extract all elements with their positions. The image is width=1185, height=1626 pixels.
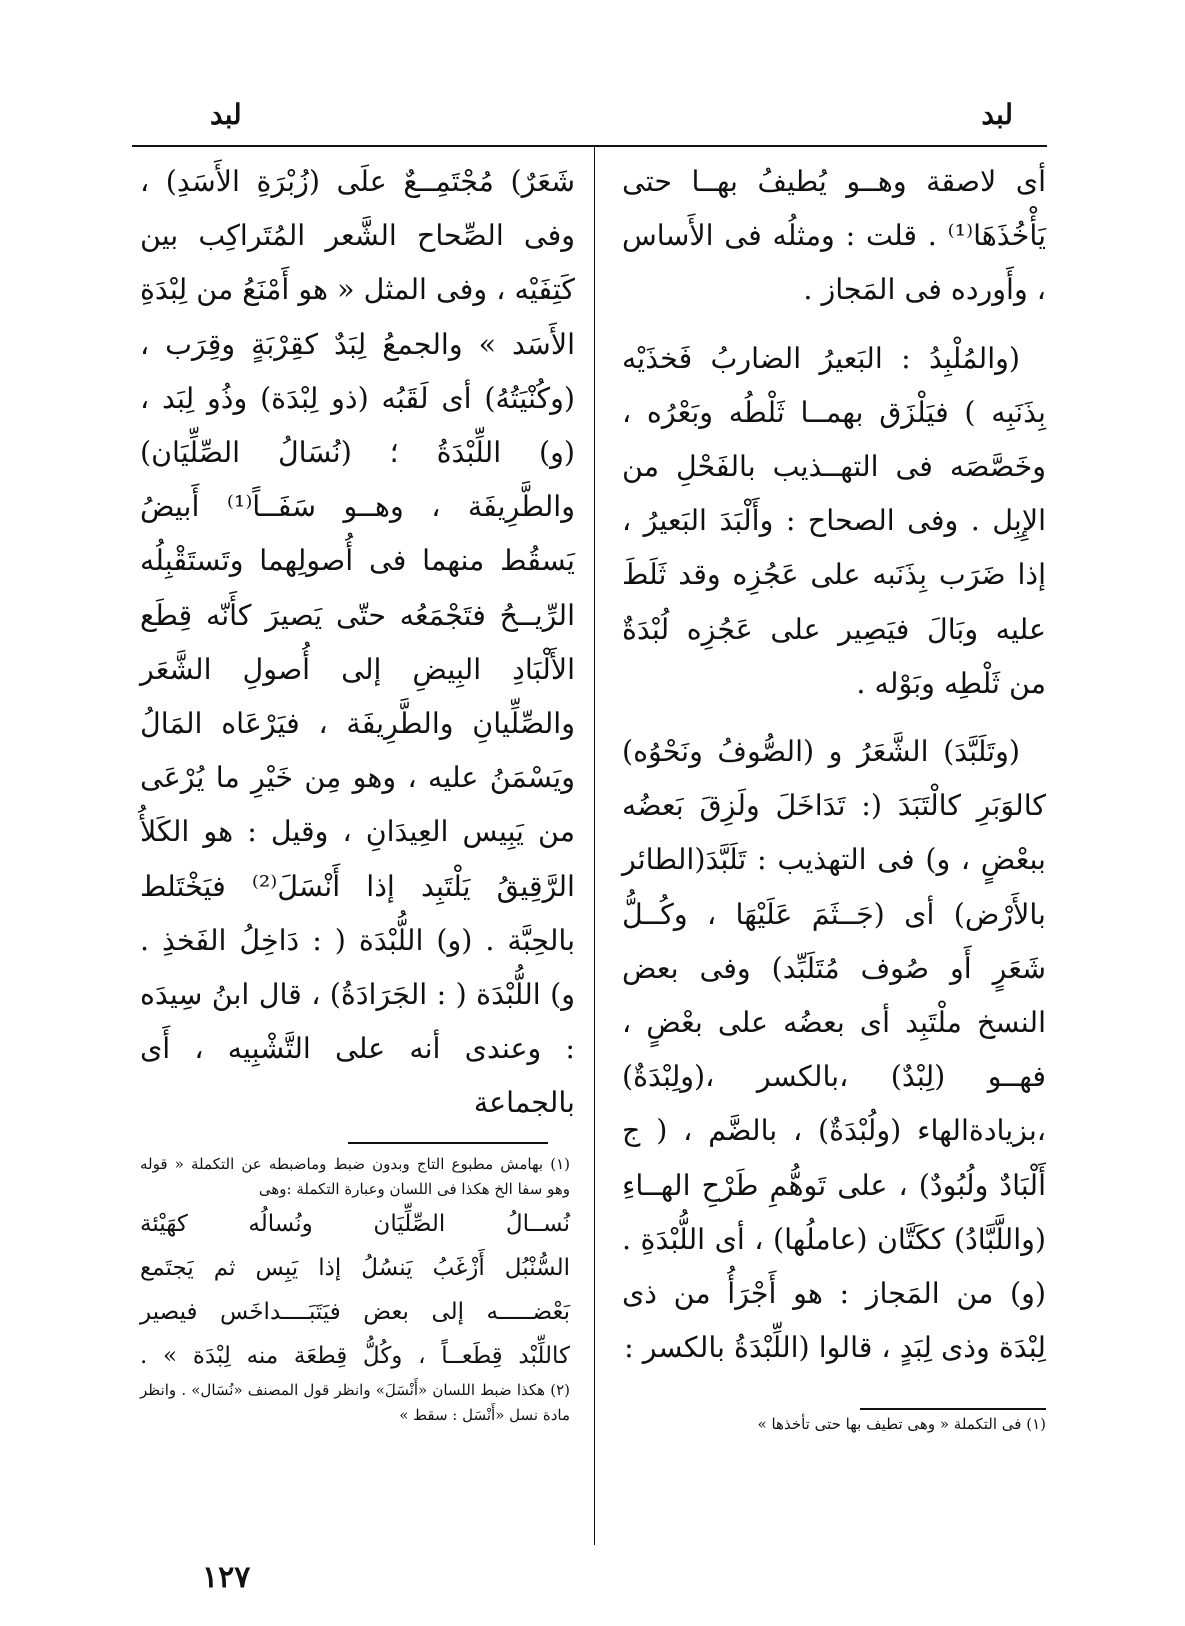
running-head-left: لبد [210,98,242,131]
footnote: (١) فى التكملة « وهى تطيف بها حتى تأخذها » [757,1415,1046,1433]
left-text-column [140,155,575,1131]
quote-line: بَعْضـــــه إلى بعض فيَتَبَــــداخَس فيصير [140,1299,570,1325]
footnotes-left [140,1152,570,1428]
paragraph: (والمُلْبِدُ : البَعيرُ الضاربُ فَخذَيْه بِذَنَبِه ) فيَلْزَق بهمــا ثَلْطُه وبَعْرُه ، وخَصَّصَه فى التهــذيب بالفَحْلِ من الإِبِل . وفى الصحاح : وأَلْبَدَ البَعيرُ ، إذا ضَرَب بِذَنَبه على عَجُزِه وقد ثَلَطَ عليه وبَالَ فيَصِير على عَجُزِه لُبْدَةٌ من ثَلْطِه وبَوْله . [622,341,1046,700]
header-rule [132,145,1047,147]
paragraph: أى لاصقة وهــو يُطيفُ بهــا حتى يَأْخُذَهَا⁽¹⁾ . قلت : ومثلُه فى الأَساس ، وأَورده فى المَجاز . [622,165,1046,307]
footnote-rule [860,1408,1046,1410]
running-head-right: لبد [981,98,1013,131]
footnote: (١) بهامش مطبوع التاج وبدون ضبط وماضبطه عن التكملة « قوله وهو سفا الخ هكذا فى اللسان وعبارة التكملة :وهى [140,1155,570,1198]
footnotes-right [622,1412,1046,1437]
right-text-column [622,155,1046,1375]
paragraph: شَعَرٌ) مُجْتَمِــعٌ علَى (زُبْرَةِ الأَسَدِ) ، وفى الصِّحاح الشَّعر المُتَراكِب بين كَتِفَيْه ، وفى المثل « هو أَمْنَعُ من لِبْدَةِ الأَسَد » والجمعُ لِبَدٌ كقِرْبَةٍ وقِرَب ، (وكُنْيَتُهُ) أى لَقَبُه (ذو لِبْدَة) وذُو لِبَد ، (و) اللِّبْدَةُ ؛ (نُسَالُ الصِّلِّيَان) والطَّرِيفَة ، وهــو سَفَــاً⁽¹⁾ أَبيضُ يَسقُط منهما فى أُصولِهما وتَستَقْبِلُه الرِّيــحُ فتَجْمَعُه حتّى يَصيرَ كأَنّه قِطَع الأَلْبَادِ البِيضِ إلى أُصولِ الشَّعَر والصِّلِّيانِ والطَّرِيفَة ، فيَرْعَاه المَالُ ويَسْمَنُ عليه ، وهو مِن خَيْرِ ما يُرْعَى من يَبِيس العِيدَانِ ، وقيل : هو الكَلأُ الرَّقِيقُ يَلْتَبِد إذا أَنْسَلَ⁽²⁾ فيَخْتَلط بالحِبَّة . (و) اللُّبْدَة ( : دَاخِلُ الفَخذِ . و) اللُّبْدَة ( : الجَرَادَةُ) ، قال ابنُ سِيدَه : وعندى أنه على التَّشْبِيه ، أَى بالجماعة [140,165,575,1120]
column-divider [594,147,595,1545]
footnote: (٢) هكذا ضبط اللسان «أَنْسَلَ» وانظر قول المصنف «نُسَال» . وانظر مادة نسل «أَنْسَل : سقط » [140,1381,570,1424]
quote-line: السُّنْبُل أَزْغَبُ يَنسُلُ إذا يَبِس ثم يَجتَمع [140,1255,570,1281]
paragraph: (وتَلَبَّدَ) الشَّعَرُ و (الصُّوفُ ونَحْوُه) كالوَبَرِ كالْتَبَدَ (: تَدَاخَلَ ولَزِقَ بَعضُه ببعْضٍ ، و) فى التهذيب : تَلَبَّدَ(الطائر بالأَرْض) أى (جَــثَمَ عَلَيْهَا ، وكُــلُّ شَعَرٍ أَو صُوف مُتَلَبِّد) وفى بعض النسخ ملْتَبِد أى بعضُه على بعْضٍ ، فهــو (لِبْدٌ) ،بالكسر ،(ولِبْدَةٌ) ،بزيادةالهاء (ولُبْدَةٌ) ، بالضَّم ، ( ج أَلْبَادٌ ولُبُودٌ) ، على تَوهُّمِ طَرْحِ الهــاءِ (واللَّبَّادُ) ككَتَّان (عاملُها) ، أى اللُّبْدَةِ . (و) من المَجاز : هو أَجْرَأُ من ذى لِبْدَة وذى لِبَدٍ ، قالوا (اللِّبْدَةُ بالكسر : [622,735,1046,1365]
page-number: ١٢٧ [202,1560,251,1595]
footnote-rule [348,1142,548,1144]
footnote-quote [140,1202,570,1378]
quote-line: نُســالُ الصِّلِّيَان ونُسالُه كهَيْئة [140,1211,570,1237]
quote-line: كاللِّبْد قِطَعــاً ، وكُلُّ قِطعَة منه لِبْدَة » . [140,1343,570,1369]
